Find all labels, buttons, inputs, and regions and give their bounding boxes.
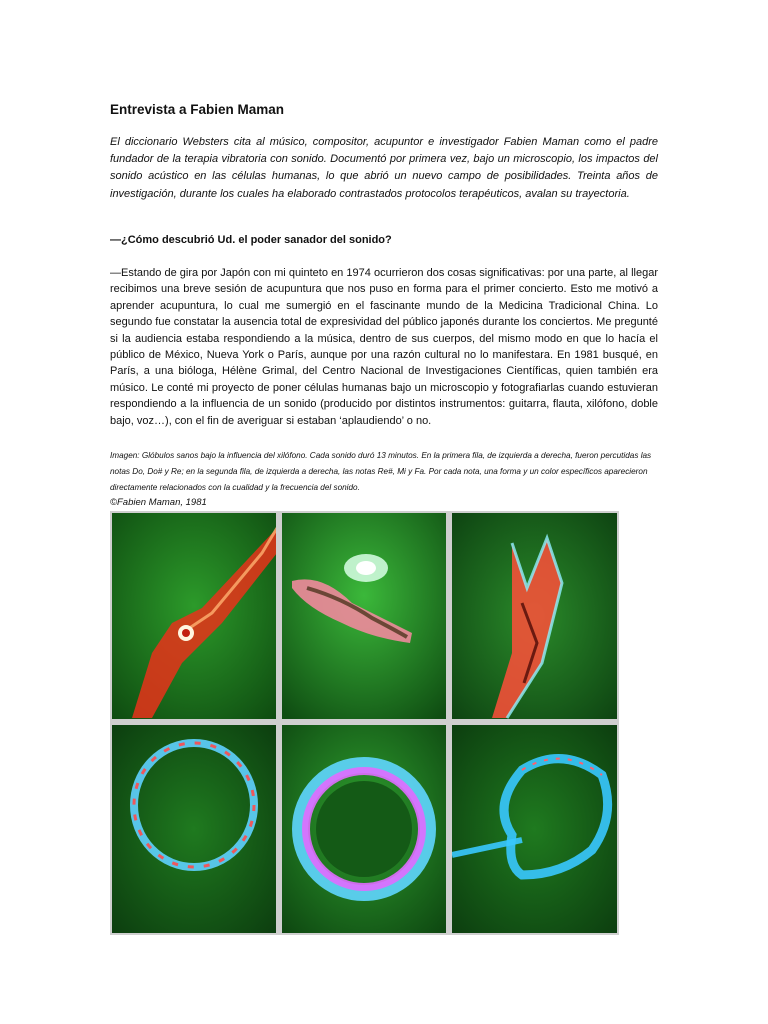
image-caption: Imagen: Glóbulos sanos bajo la influencia del xilófono. Cada sonido duró 13 minutos. En la primera fila, de izquierda a derecha, fueron percutidas las notas Do, Do# y Re; en la segunda fila, de izquierda a derecha, las notas Re#, Mi y Fa. Por cada nota, una forma y un color específicos aparecieron directamente relacionados con la cualidad y la frecuencia del sonido. <box>110 451 652 493</box>
interview-answer: —Estando de gira por Japón con mi quinteto en 1974 ocurrieron dos cosas significativas: por una parte, al llegar recibimos una breve sesión de acupuntura que nos puso en forma para el primer concierto. Esto me motivó a aprender acupuntura, lo cual me sumergió en el fascinante mundo de la Medicina Tradicional China. Lo segundo fue constatar la ausencia total de expresividad del público japonés durante los conciertos. Me pregunté si la audiencia estaba respondiendo a la música, dentro de sus cuerpos, del mismo modo en que lo hacía el público de México, Nueva York o París, aunque por una razón cultural no lo manifestara. En 1981 busqué, en París, a una bióloga, Hélène Grimal, del Centro Nacional de Investigaciones Científicas, quien también era músico. Le conté mi proyecto de poner células humanas bajo un microscopio y fotografiarlas cuando estuvieran respondiendo a la influencia de un sonido (producido por distintos instrumentos: guitarra, flauta, xilófono, doble bajo, voz…), con el fin de averiguar si estaban ‘aplaudiendo’ o no. <box>110 267 658 427</box>
photo-grid <box>110 511 619 935</box>
article-intro: El diccionario Websters cita al músico, compositor, acupuntor e investigador Fabien Maman como el padre fundador de la terapia vibratoria con sonido. Documentó por primera vez, bajo un microscopio, los impactos del sonido acústico en las células humanas, lo que abrió un nuevo campo de posibilidades. Treinta años de investigación, durante los cuales ha elaborado contrastados protocolos terapéuticos, avalan su trayectoria. <box>110 136 658 200</box>
photo-cell-re-sharp <box>112 725 276 933</box>
photo-cell-do-sharp <box>282 513 446 719</box>
article-title: Entrevista a Fabien Maman <box>110 102 285 117</box>
interview-question: —¿Cómo descubrió Ud. el poder sanador del sonido? <box>110 234 392 246</box>
image-credit: ©Fabien Maman, 1981 <box>110 497 207 508</box>
photo-cell-do <box>112 513 276 719</box>
photo-cell-re <box>452 513 617 719</box>
photo-cell-mi <box>282 725 446 933</box>
photo-cell-fa <box>452 725 617 933</box>
